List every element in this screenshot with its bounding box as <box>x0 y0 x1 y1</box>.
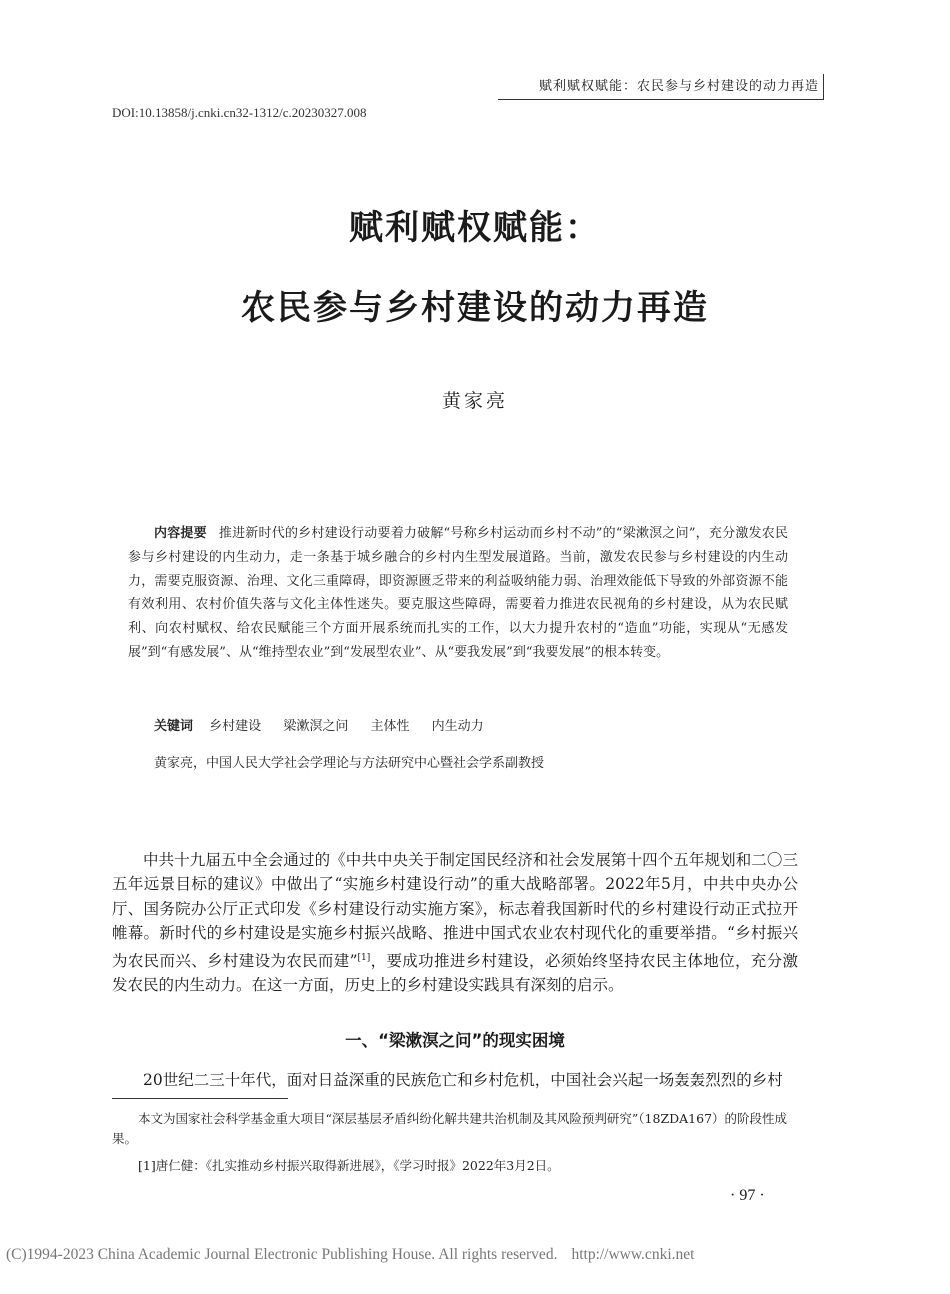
cnki-link[interactable]: http://www.cnki.net <box>571 1246 695 1263</box>
article-author: 黄家亮 <box>441 390 508 412</box>
copyright-line <box>6 1246 806 1264</box>
funding-footnote: 本文为国家社会科学基金重大项目“深层基层矛盾纠纷化解共建共治机制及其风险预判研究”（18ZDA167）的阶段性成果。 <box>112 1111 788 1146</box>
article-title-line-1: 赋利赋权赋能： <box>349 208 601 248</box>
author-info: 黄家亮，中国人民大学社会学理论与方法研究中心暨社会学系副教授 <box>154 756 545 771</box>
body-paragraph-text: 中共十九届五中全会通过的《中共中央关于制定国民经济和社会发展第十四个五年规划和二〇三五年远景目标的建议》中做出了“实施乡村建设行动”的重大战略部署。2022年5月，中共中央办公厅、国务院办公厅正式印发《乡村建设行动实施方案》，标志着我国新时代的乡村建设行动正式拉开帷幕。新时代的乡村建设是实施乡村振兴战略、推进中国式农业农村现代化的重要举措。“乡村振兴为农民而兴、乡村建设为农民而建” <box>112 851 798 970</box>
body-paragraph <box>112 848 798 998</box>
keyword: 乡村建设 <box>209 719 262 734</box>
keywords <box>154 715 502 734</box>
body-paragraph: 20世纪二三十年代，面对日益深重的民族危亡和乡村危机，中国社会兴起一场轰轰烈烈的乡村 <box>143 1071 783 1089</box>
running-head: 赋利赋权赋能：农民参与乡村建设的动力再造 <box>498 74 824 100</box>
keywords-label: 关键词 <box>154 719 194 734</box>
keyword: 内生动力 <box>431 719 484 734</box>
doi: DOI:10.13858/j.cnki.cn32-1312/c.20230327.008 <box>112 105 367 120</box>
page-number: · 97 · <box>730 1187 765 1204</box>
article-title-line-2: 农民参与乡村建设的动力再造 <box>241 288 709 328</box>
keyword: 梁漱溟之问 <box>283 719 349 734</box>
reference-footnote: [1]唐仁健：《扎实推动乡村振兴取得新进展》，《学习时报》2022年3月2日。 <box>138 1158 560 1173</box>
abstract-text: 推进新时代的乡村建设行动要着力破解“号称乡村运动而乡村不动”的“梁漱溟之问”，充分激发农民参与乡村建设的内生动力，走一条基于城乡融合的乡村内生型发展道路。当前，激发农民参与乡村建设的内生动力，需要克服资源、治理、文化三重障碍，即资源匮乏带来的利益吸纳能力弱、治理效能低下导致的外部资源不能有效利用、农村价值失落与文化主体性迷失。要克服这些障碍，需要着力推进农民视角的乡村建设，从为农民赋利、向农村赋权、给农民赋能三个方面开展系统而扎实的工作，以大力提升农村的“造血”功能，实现从“无感发展”到“有感发展”、从“维持型农业”到“发展型农业”、从“要我发展”到“我要发展”的根本转变。 <box>128 526 788 660</box>
keyword: 主体性 <box>370 719 410 734</box>
section-heading: 一、“梁漱溟之问”的现实困境 <box>345 1031 565 1050</box>
citation-marker: [1] <box>357 952 371 963</box>
abstract-label: 内容提要 <box>154 526 207 541</box>
body-paragraph-text: ，要成功推进乡村建设，必须始终坚持农民主体地位，充分激发农民的内生动力。在这一方面，历史上的乡村建设实践具有深刻的启示。 <box>112 951 798 995</box>
footnote-divider <box>112 1098 288 1099</box>
abstract <box>128 522 788 665</box>
copyright-text: (C)1994-2023 China Academic Journal Electronic Publishing House. All rights reserved. <box>6 1246 558 1263</box>
